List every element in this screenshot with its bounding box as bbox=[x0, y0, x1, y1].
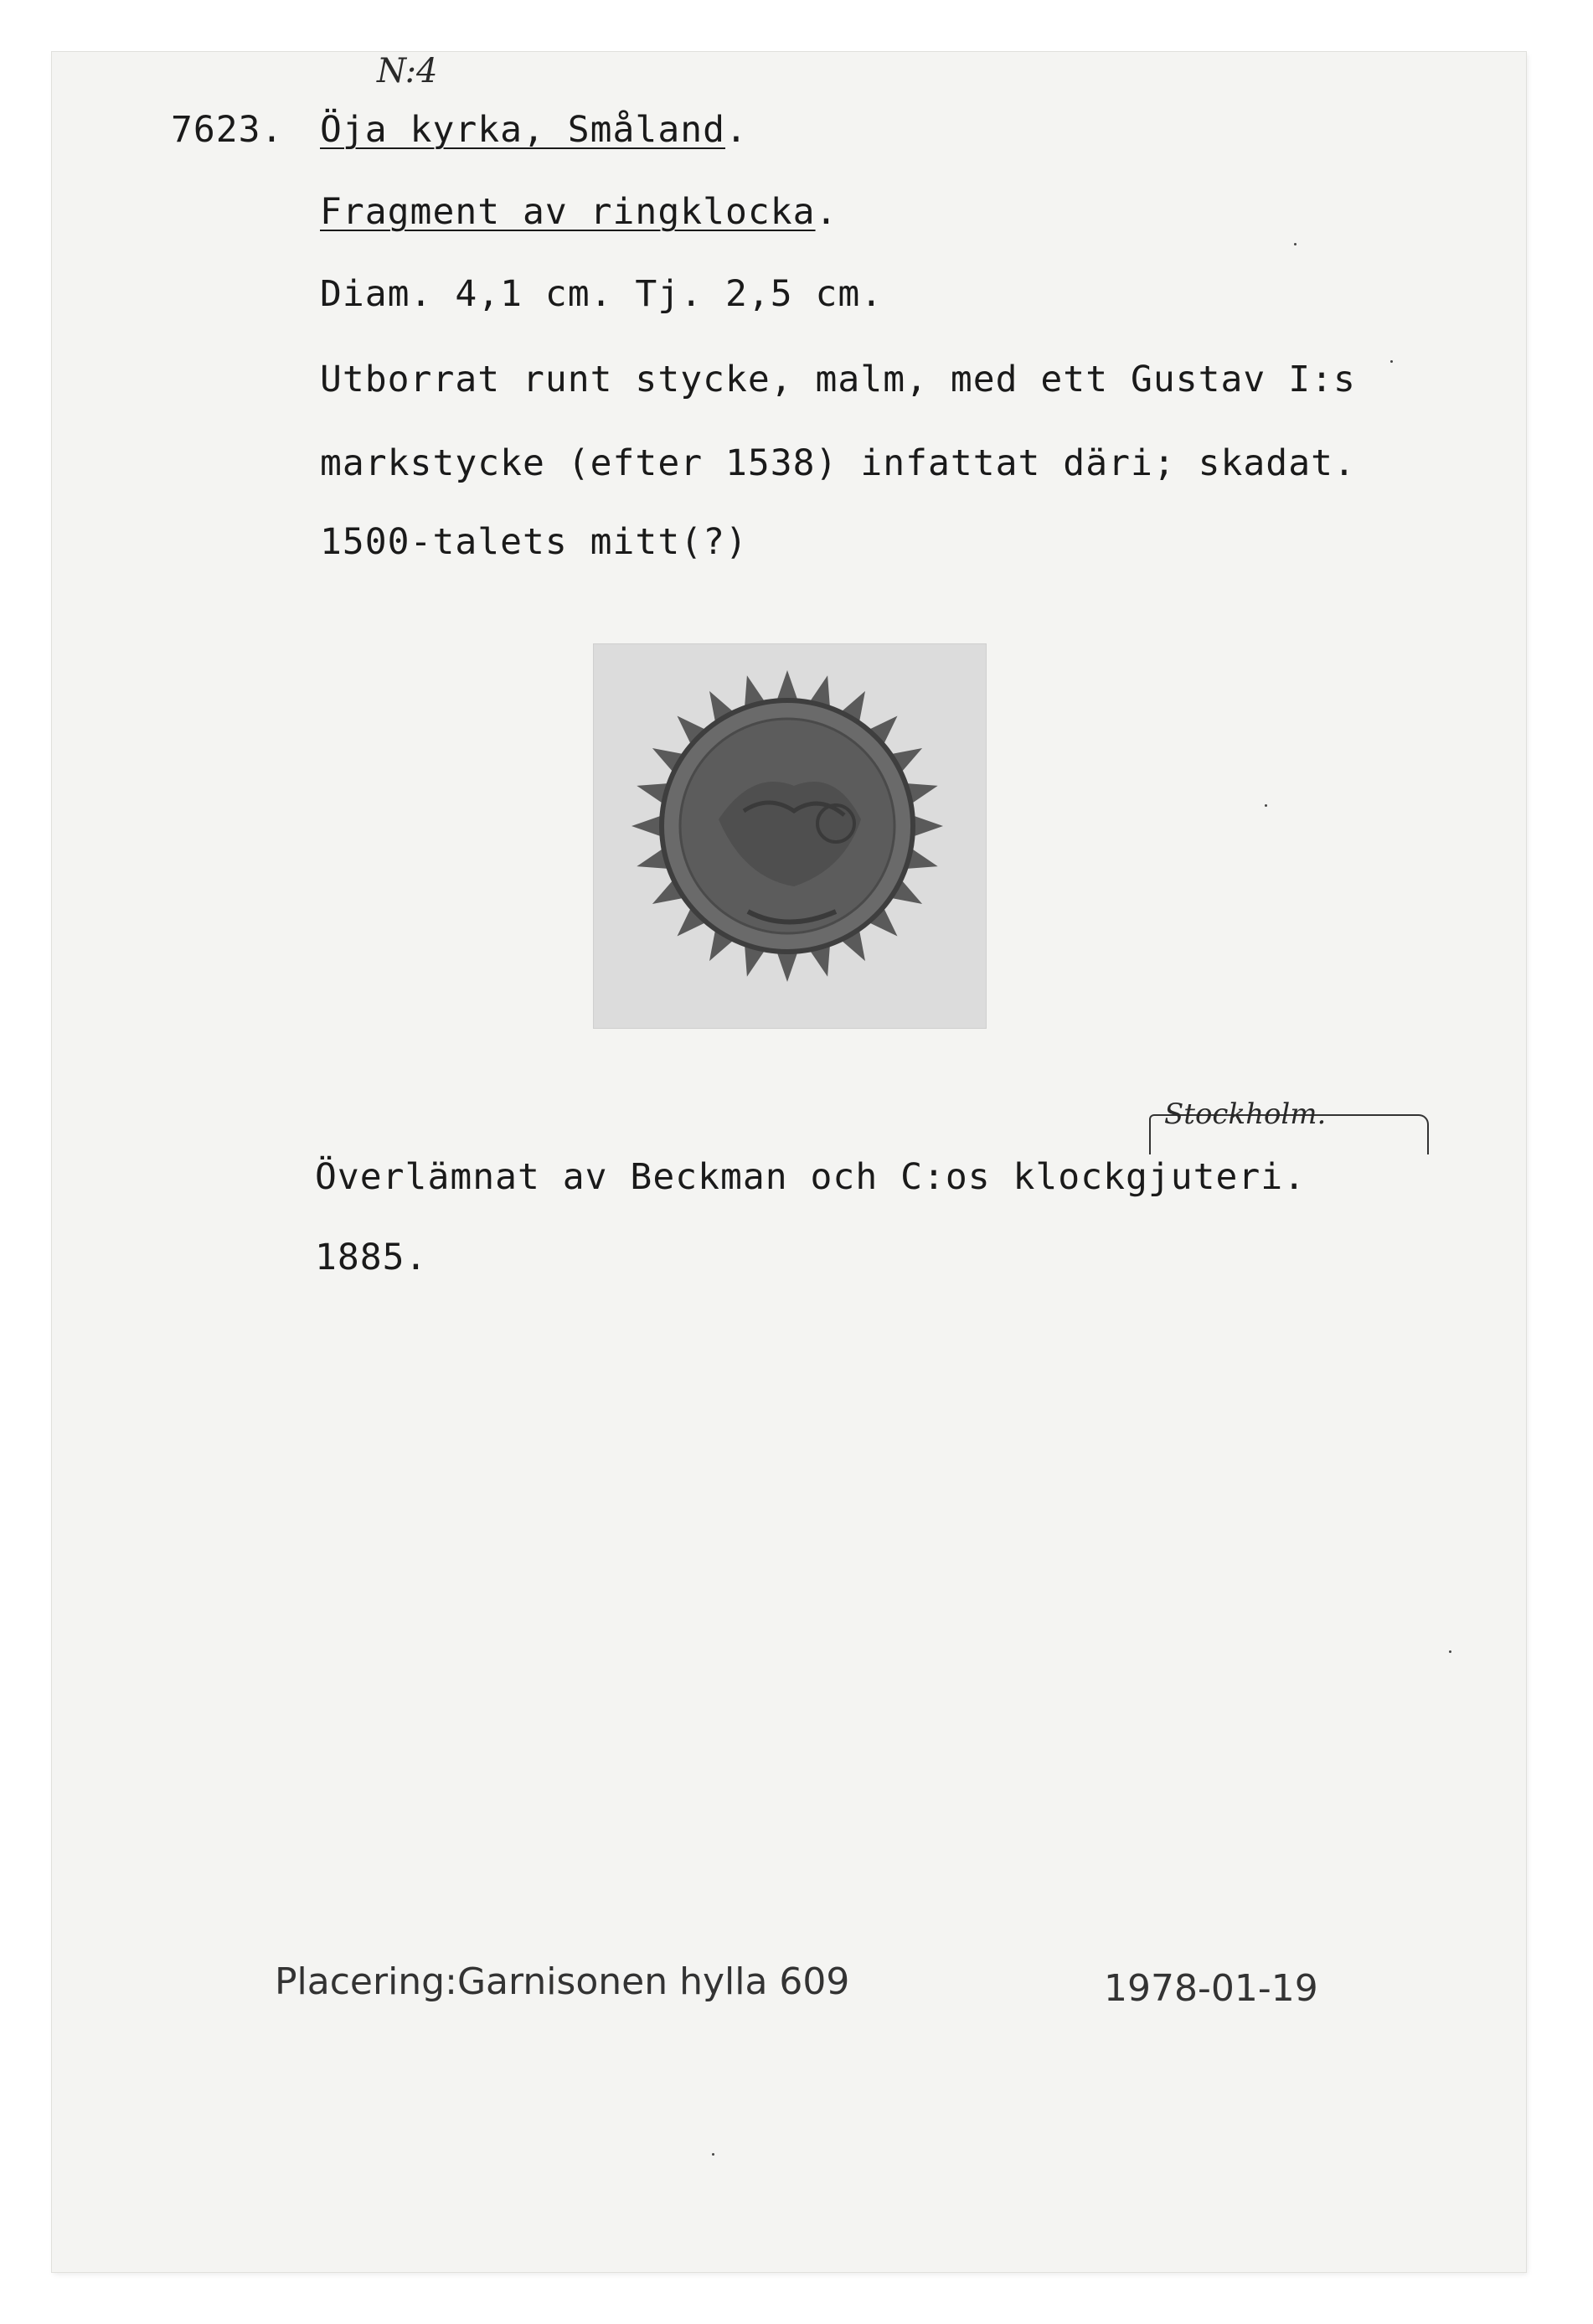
paper-speck bbox=[712, 2153, 714, 2156]
catalog-number: 7623. bbox=[171, 109, 284, 151]
handwritten-city: Stockholm. bbox=[1164, 1097, 1327, 1131]
rim-tooth bbox=[776, 670, 797, 701]
dating-line: 1500-talets mitt(?) bbox=[320, 521, 748, 563]
location-line bbox=[320, 109, 748, 151]
catalog-date: 1978-01-19 bbox=[1104, 1967, 1318, 2010]
paper-speck bbox=[1265, 804, 1267, 807]
bell-fragment-image bbox=[593, 643, 987, 1029]
rim-tooth bbox=[913, 815, 944, 836]
paper-speck bbox=[1390, 360, 1393, 363]
description-line-1: Utborrat runt stycke, malm, med ett Gustav I:s bbox=[320, 359, 1356, 400]
location-end: . bbox=[725, 109, 748, 151]
artifact-photo bbox=[593, 643, 987, 1029]
rim-tooth bbox=[632, 815, 662, 836]
description-line-2: markstycke (efter 1538) infattat däri; skadat. bbox=[320, 442, 1356, 484]
paper-speck bbox=[1294, 243, 1297, 245]
paper-speck bbox=[1449, 1650, 1451, 1653]
title-end: . bbox=[815, 191, 838, 233]
title-line bbox=[320, 191, 838, 233]
placement-label: Placering:Garnisonen hylla 609 bbox=[275, 1960, 850, 2003]
location-text: Öja kyrka, Småland bbox=[320, 109, 725, 151]
dimensions-line: Diam. 4,1 cm. Tj. 2,5 cm. bbox=[320, 273, 884, 315]
object-title: Fragment av ringklocka bbox=[320, 191, 816, 233]
donation-year: 1885. bbox=[315, 1237, 428, 1278]
donation-line: Överlämnat av Beckman och C:os klockgjuteri. bbox=[315, 1156, 1307, 1198]
rim-tooth bbox=[776, 952, 797, 983]
handwritten-number: N:4 bbox=[377, 52, 438, 90]
